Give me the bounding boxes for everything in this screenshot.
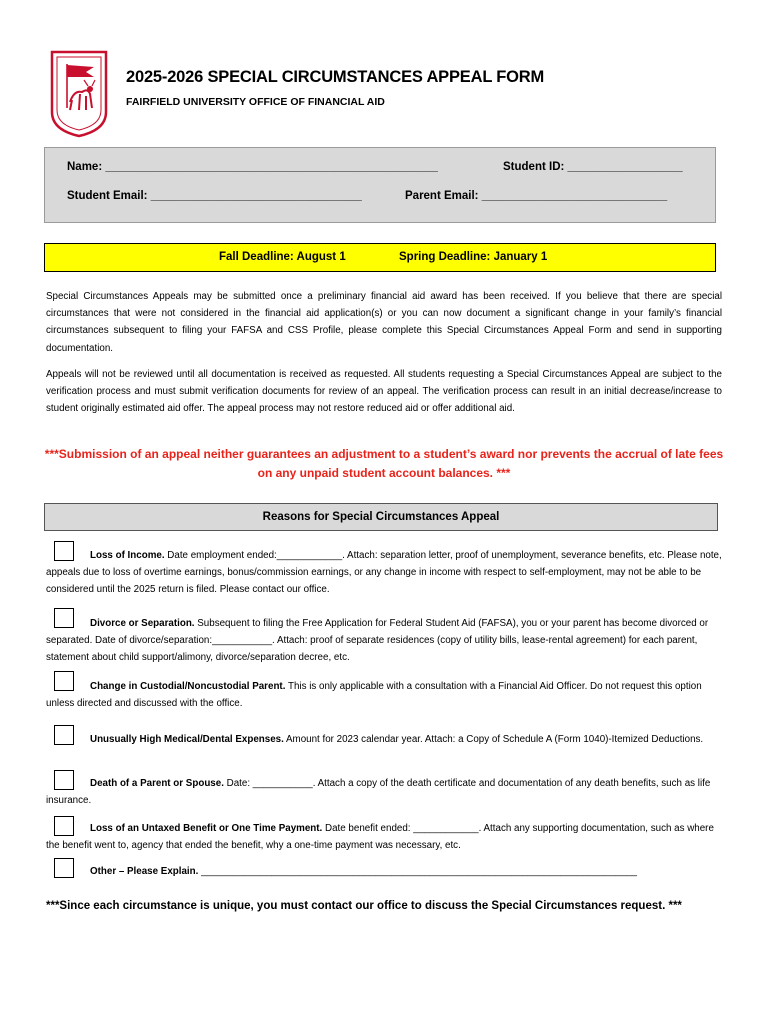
footer-notice: ***Since each circumstance is unique, you must contact our office to discuss the Special Circumstances request. *** [46,900,682,912]
reason-item-other [46,863,722,880]
reason-title: Death of a Parent or Spouse. [90,778,224,789]
reason-text: Date employment ended:____________. Attach: separation letter, proof of unemployment, severance benefits, etc. Please note, appeals due to loss of overtime earnings, bonus/commission earnings, or any change in income with respect to self-employment, may not be able to be considered until the 2025 return is filed. Please contact our office. [46,550,722,596]
reason-title: Change in Custodial/Noncustodial Parent. [90,681,286,692]
reasons-heading: Reasons for Special Circumstances Appeal [44,503,718,531]
reason-text: This is only applicable with a consultation with a Financial Aid Officer. Do not request this option unless directed and discussed with the office. [46,681,702,710]
fall-deadline: Fall Deadline: August 1 [219,251,346,263]
reason-item-divorce [46,615,722,667]
university-seal-logo [50,50,108,138]
reason-item-custodial [46,678,722,712]
student-info-box [44,147,716,223]
student-email-field[interactable]: Student Email: _________________________________ [67,190,362,202]
parent-email-field[interactable]: Parent Email: _____________________________ [405,190,668,202]
reason-title: Divorce or Separation. [90,618,195,629]
reason-title: Loss of Income. [90,550,165,561]
reason-item-medical [46,731,722,748]
reason-text: Subsequent to filing the Free Application for Federal Student Aid (FAFSA), you or your parent has become divorced or separated. Date of divorce/separation:___________. Attach: proof of separate residences (copy of utility bills, lease-rental agreement) for each parent, statement about child support/alimony, divorce/separation decree, etc. [46,618,709,664]
warning-notice: ***Submission of an appeal neither guarantees an adjustment to a student’s award nor prevents the accrual of late fees on any unpaid student account balances. *** [44,447,724,480]
spring-deadline: Spring Deadline: January 1 [399,251,548,263]
reason-item-death [46,775,722,809]
reason-text: Date: ___________. Attach a copy of the death certificate and documentation of any death benefits, such as life insurance. [46,778,711,807]
deadline-banner [44,243,716,272]
student-id-field[interactable]: Student ID: __________________ [503,161,683,173]
form-title: 2025-2026 SPECIAL CIRCUMSTANCES APPEAL FORM [126,68,545,86]
reason-item-loss-of-income [46,547,722,599]
name-field[interactable]: Name: ____________________________________________________ [67,161,438,173]
reason-text: Date benefit ended: ____________. Attach any supporting documentation, such as where the benefit went to, agency that ended the benefit, why a one-time payment was necessary, etc. [46,823,714,852]
reason-title: Unusually High Medical/Dental Expenses. [90,734,284,745]
reason-text: Amount for 2023 calendar year. Attach: a Copy of Schedule A (Form 1040)-Itemized Deductions. [283,734,704,745]
reason-title: Loss of an Untaxed Benefit or One Time Payment. [90,823,323,834]
intro-paragraph-2: Appeals will not be reviewed until all documentation is received as requested. All students requesting a Special Circumstances Appeal are subject to the verification process and must submit verification documents for review of an appeal. The verification process can result in an initial decrease/increase to student originally estimated aid offer. The appeal process may not restore reduced aid or offer additional aid. [46,369,722,415]
reason-item-untaxed [46,820,722,854]
intro-paragraph-1: Special Circumstances Appeals may be submitted once a preliminary financial aid award has been received. If you believe that there are special circumstances that were not considered in the financial aid application(s) or you can now document a significant change in your family’s financial circumstances subsequent to filing your FAFSA and CSS Profile, please complete this Special Circumstances Appeal Form and send in supporting documentation. [46,291,722,354]
form-subtitle: FAIRFIELD UNIVERSITY OFFICE OF FINANCIAL AID [126,96,385,108]
other-explain-field[interactable]: ________________________________________________________________________________ [198,866,637,877]
reason-title: Other – Please Explain. [90,866,199,877]
